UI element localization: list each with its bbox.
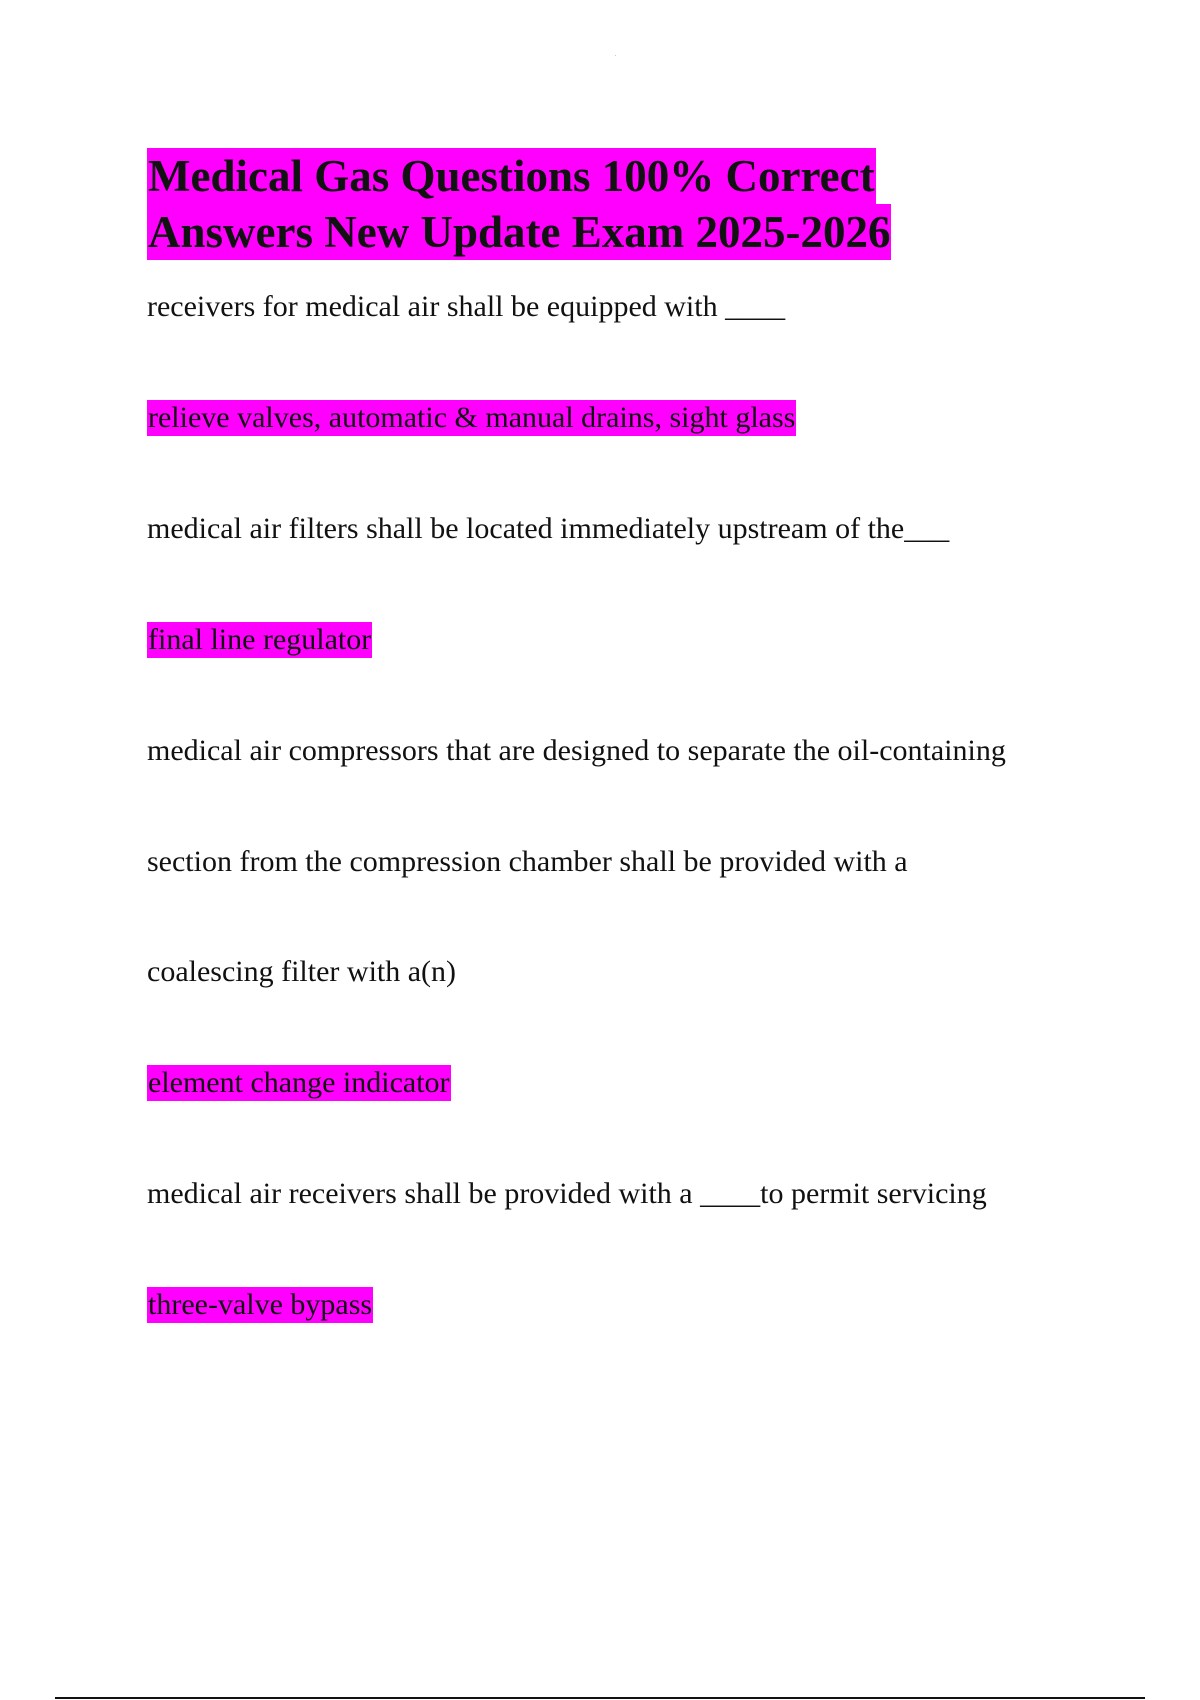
answer-1: relieve valves, automatic & manual drains, sight glass [148,401,796,434]
scan-artifact-dot [615,55,616,56]
question-1: receivers for medical air shall be equipped with ____ [147,290,786,323]
question-4: medical air receivers shall be provided with a ____to permit servicing [147,1177,987,1210]
document-title [147,148,1047,260]
question-3-line-1: medical air compressors that are designed to separate the oil-containing [147,734,1006,767]
footer-rule [55,1697,1145,1699]
title-line-1: Medical Gas Questions 100% Correct [147,148,876,204]
question-3-line-3: coalescing filter with a(n) [147,955,457,988]
answer-2: final line regulator [148,623,372,656]
title-line-2: Answers New Update Exam 2025-2026 [147,204,891,260]
answer-3: element change indicator [148,1066,450,1099]
answer-4: three-valve bypass [148,1288,373,1321]
question-3-line-2: section from the compression chamber shall be provided with a [147,845,908,878]
question-2: medical air filters shall be located immediately upstream of the___ [147,512,950,545]
